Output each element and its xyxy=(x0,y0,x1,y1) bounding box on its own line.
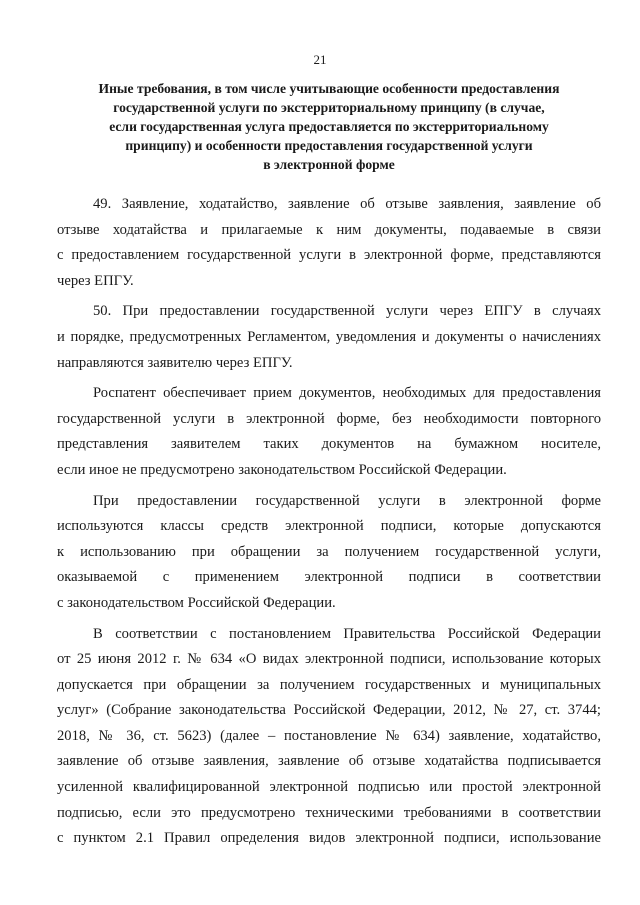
heading-line: Иные требования, в том числе учитывающие особенности предоставления xyxy=(98,81,560,96)
heading-line: государственной услуги по экстерриториальному принципу (в случае, xyxy=(113,100,545,115)
paragraph-line: отзыве ходатайства и прилагаемые к ним документы, подаваемые в связи xyxy=(57,221,601,238)
paragraph-signature-classes xyxy=(57,489,601,617)
paragraph-rospatent xyxy=(57,381,601,483)
paragraph-line: Роспатент обеспечивает прием документов, необходимых для предоставления xyxy=(93,385,601,402)
paragraph-50 xyxy=(57,299,601,376)
heading-line: в электронной форме xyxy=(263,157,395,172)
paragraph-line: к использованию при обращении за получением государственной услуги, xyxy=(57,543,601,560)
paragraph-line: с законодательством Российской Федерации. xyxy=(57,594,336,611)
paragraph-line: При предоставлении государственной услуги в электронной форме xyxy=(93,492,601,509)
paragraph-line: от 25 июня 2012 г. № 634 «О видах электронной подписи, использование которых xyxy=(57,651,601,668)
section-heading xyxy=(60,79,598,174)
paragraph-line: через ЕПГУ. xyxy=(57,272,134,289)
paragraph-line: 50. При предоставлении государственной услуги через ЕПГУ в случаях xyxy=(93,303,601,320)
paragraph-line: В соответствии с постановлением Правительства Российской Федерации xyxy=(93,625,601,642)
paragraph-line: усиленной квалифицированной электронной подписью или простой электронной xyxy=(57,779,601,796)
paragraph-resolution-634 xyxy=(57,622,601,852)
paragraph-line: государственной услуги в электронной форме, без необходимости повторного xyxy=(57,410,601,427)
paragraph-line: если иное не предусмотрено законодательством Российской Федерации. xyxy=(57,461,507,478)
paragraph-line: 2018, № 36, ст. 5623) (далее – постановление № 634) заявление, ходатайство, xyxy=(57,727,601,744)
paragraph-line: допускается при обращении за получением государственных и муниципальных xyxy=(57,676,601,693)
paragraph-49 xyxy=(57,192,601,294)
paragraph-line: представления заявителем таких документов на бумажном носителе, xyxy=(57,436,601,453)
page-number: 21 xyxy=(313,52,327,67)
paragraph-line: направляются заявителю через ЕПГУ. xyxy=(57,354,293,371)
paragraph-line: заявление об отзыве заявления, заявление об отзыве ходатайства подписывается xyxy=(57,753,601,770)
paragraph-line: услуг» (Собрание законодательства Российской Федерации, 2012, № 27, ст. 3744; xyxy=(57,702,601,719)
paragraph-line: с предоставлением государственной услуги в электронной форме, представляются xyxy=(57,247,601,264)
body-text xyxy=(57,192,601,852)
heading-line: принципу) и особенности предоставления государственной услуги xyxy=(125,138,533,153)
heading-line: если государственная услуга предоставляется по экстерриториальному xyxy=(109,119,549,134)
paragraph-line: и порядке, предусмотренных Регламентом, уведомления и документы о начислениях xyxy=(57,328,601,345)
paragraph-line: с пунктом 2.1 Правил определения видов электронной подписи, использование xyxy=(57,830,601,847)
paragraph-line: подписью, если это предусмотрено техническими требованиями в соответствии xyxy=(57,804,601,821)
paragraph-line: 49. Заявление, ходатайство, заявление об отзыве заявления, заявление об xyxy=(93,196,601,212)
paragraph-line: используются классы средств электронной подписи, которые допускаются xyxy=(57,518,601,535)
paragraph-line: оказываемой с применением электронной подписи в соответствии xyxy=(57,569,601,586)
